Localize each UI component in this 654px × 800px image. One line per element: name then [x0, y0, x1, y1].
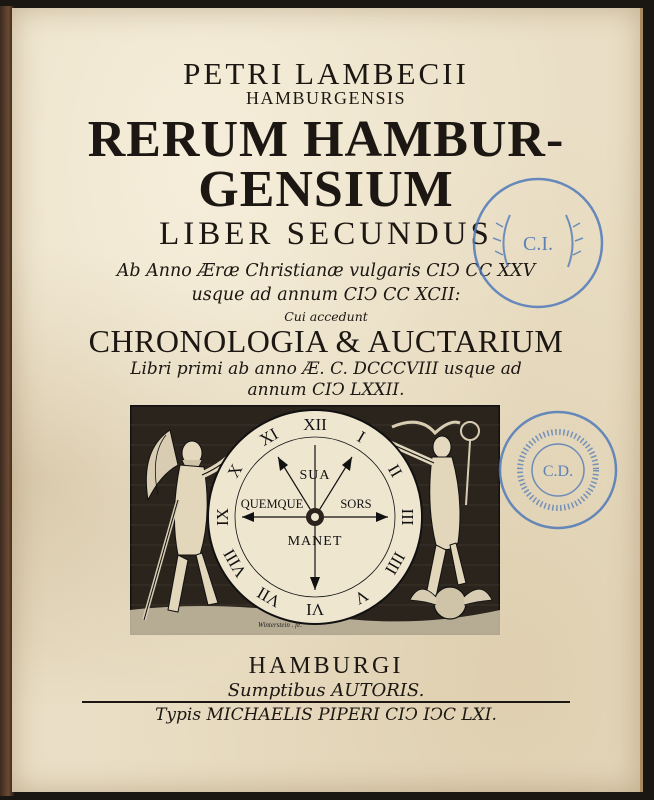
motto-sors: SORS	[340, 497, 372, 511]
imprint-city: HAMBURGI	[248, 653, 404, 679]
date-range-line-2: usque ad annum CIↃ CC XCII:	[191, 285, 461, 305]
clock-numeral: V	[351, 585, 372, 609]
clock-numeral: VIII	[219, 545, 251, 581]
accedunt-line: Cui accedunt	[284, 309, 368, 324]
imprint-rule	[82, 701, 570, 703]
clock-numeral: IIII	[381, 548, 409, 578]
origin-line: HAMBURGENSIS	[245, 88, 407, 108]
title-page	[12, 8, 643, 792]
clock-numeral: X	[223, 460, 247, 481]
imprint-printer: Typis MICHAELIS PIPERI CIↃ IↃC LXI.	[155, 705, 497, 725]
clock-numeral: XII	[303, 415, 327, 434]
clock-numeral: I	[354, 427, 369, 447]
clock-numeral: II	[384, 461, 407, 481]
date-range-line-1: Ab Anno Æræ Christianæ vulgaris CIↃ CC XXV	[116, 261, 536, 281]
imprint-sumptibus: Sumptibus AUTORIS.	[227, 680, 425, 701]
stamp-upper-text: C.I.	[523, 233, 553, 255]
main-title-line-1: RERUM HAMBUR-	[87, 111, 565, 168]
motto-sua: SUA	[299, 468, 331, 483]
motto-quemque: QUEMQUE	[240, 497, 304, 511]
engraver-signature: Winterstein . fe.	[258, 621, 302, 629]
clock-face	[208, 410, 422, 624]
motto-manet: MANET	[287, 534, 343, 549]
author-line: PETRI LAMBECII	[183, 56, 469, 91]
library-stamp-upper	[470, 175, 606, 311]
library-stamp-lower	[496, 408, 620, 532]
clock-numeral: III	[398, 508, 417, 526]
book-number: LIBER SECUNDUS	[159, 216, 493, 252]
libri-line-1: Libri primi ab anno Æ. C. DCCCVIII usque ad	[130, 359, 522, 379]
clock-numeral: XI	[256, 424, 282, 450]
main-title-line-2: GENSIUM	[198, 161, 454, 218]
clock-numeral: VII	[253, 582, 284, 612]
clock-numeral: IX	[213, 508, 232, 526]
libri-line-2: annum CIↃ LXXII.	[247, 380, 405, 400]
stamp-lower-text: C.D.	[542, 463, 574, 480]
clock-engraving	[130, 405, 500, 635]
chronologia-heading: CHRONOLOGIA & AUCTARIUM	[88, 323, 564, 359]
clock-numeral: VI	[306, 600, 324, 619]
